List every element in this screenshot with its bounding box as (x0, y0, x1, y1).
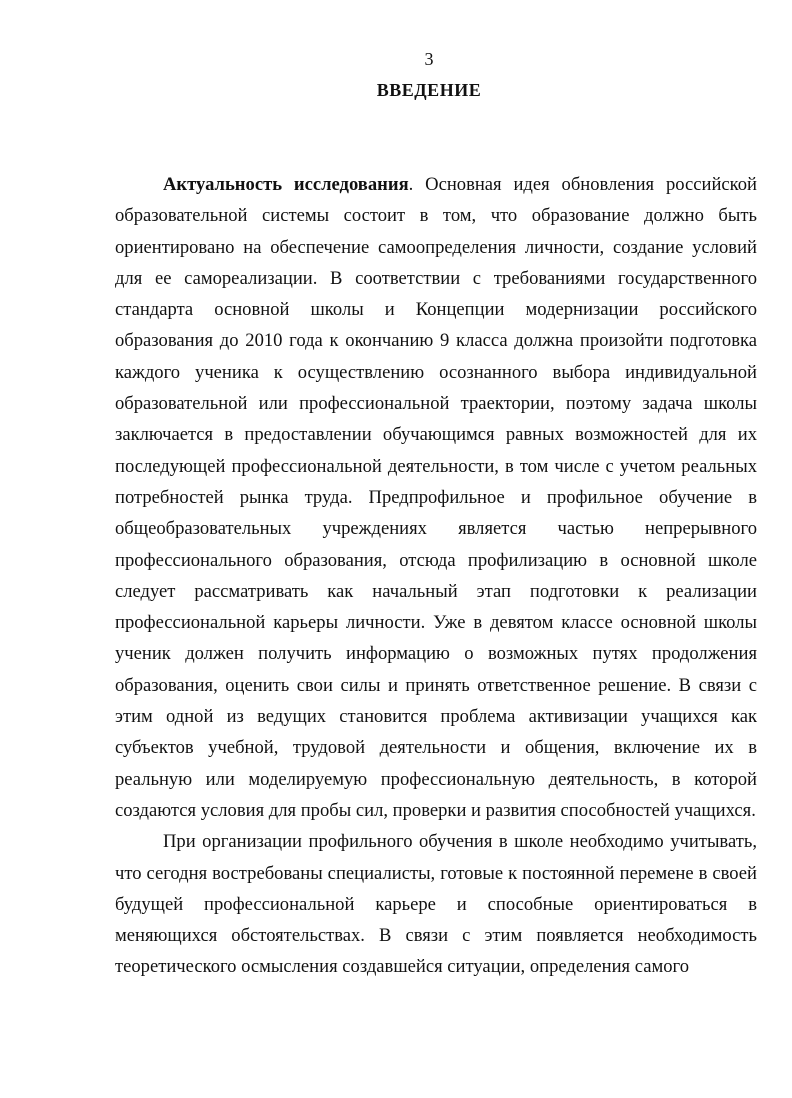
paragraph-lead: Актуальность исследования (163, 174, 409, 195)
section-heading: ВВЕДЕНИЕ (376, 80, 482, 100)
body-text (115, 169, 757, 983)
paragraph-text: . Основная идея обновления российской образовательной системы состоит в том, что образование должно быть ориентировано на обеспечение самоопределения личности, создание условий для ее самореализации. В соответствии с требованиями государственного стандарта основной школы и Концепции модернизации российского образования до 2010 года к окончанию 9 класса должна произойти подготовка каждого ученика к осуществлению осознанного выбора индивидуальной образовательной или профессиональной траектории, поэтому задача школы заключается в предоставлении обучающимся равных возможностей для их последующей профессиональной деятельности, в том числе с учетом реальных потребностей рынка труда. Предпрофильное и профильное обучение в общеобразовательных учреждениях является частью непрерывного профессионального образования, отсюда профилизацию в основной школе следует рассматривать как начальный этап подготовки к реализации профессиональной карьеры личности. Уже в девятом классе основной школы ученик должен получить информацию о возможных путях продолжения образования, оценить свои силы и принять ответственное решение. В связи с этим одной из ведущих становится проблема активизации учащихся как субъектов учебной, трудовой деятельности и общения, включение их в реальную или моделируемую профессиональную деятельность, в которой создаются условия для пробы сил, проверки и развития способностей учащихся. (115, 174, 757, 821)
page-number: 3 (424, 49, 434, 69)
paragraph-profile-training (115, 826, 757, 982)
paragraph-relevance (115, 169, 757, 826)
paragraph-text: При организации профильного обучения в школе необходимо учитывать, что сегодня востребованы специалисты, готовые к постоянной перемене в своей будущей профессиональной карьере и способные ориентироваться в меняющихся обстоятельствах. В связи с этим появляется необходимость теоретического осмысления создавшейся ситуации, определения самого (115, 831, 757, 978)
